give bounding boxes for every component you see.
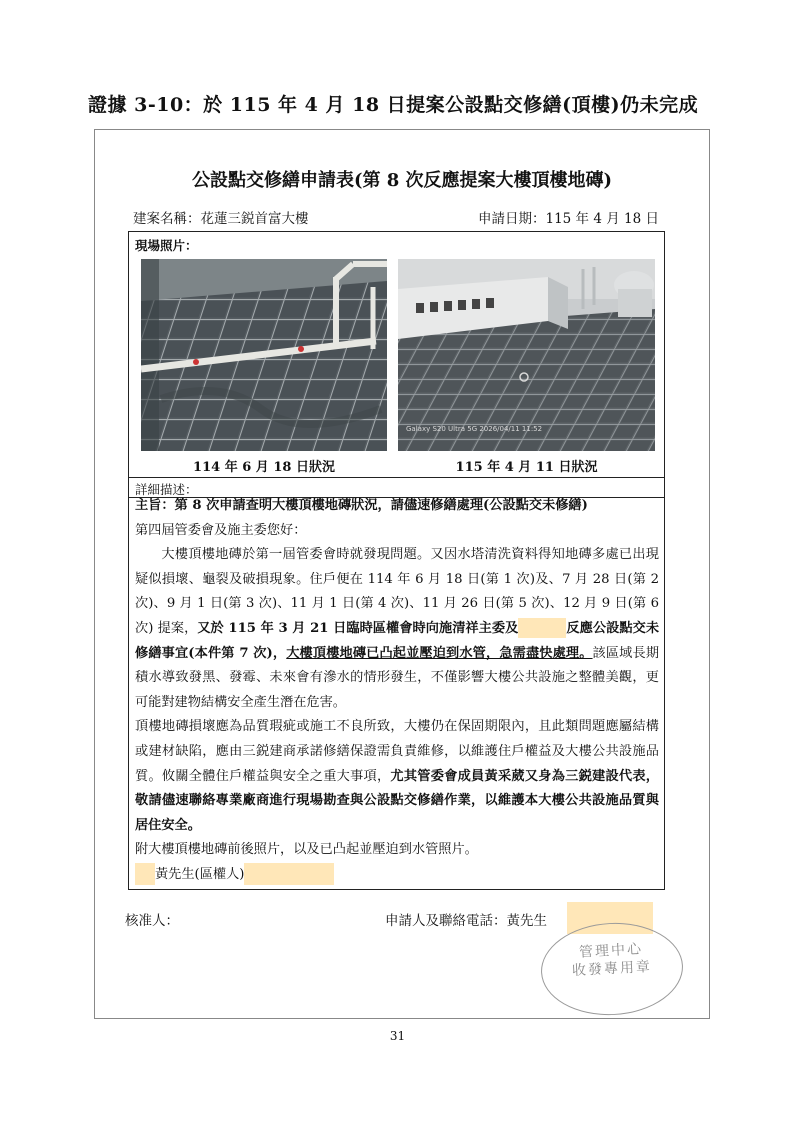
form-title: 公設點交修繕申請表(第 8 次反應提案大樓頂樓地磚) <box>191 170 613 191</box>
photo-watermark: Galaxy S20 Ultra 5G 2026/04/11 11:52 <box>406 425 543 433</box>
redacted-contact <box>244 863 334 885</box>
attachment-note: 附大樓頂樓地磚前後照片，以及已凸起並壓迫到水管照片。 <box>135 842 478 858</box>
para2-text: 頂樓地磚損壞應為品質瑕疵或施工不良所致，大樓仍在保固期限內，且此類問題應屬結構或建材缺陷，應由三鋭建商承諾修繕保證需負責維修，以維護住戶權益及大樓公共設施品質。攸關全體住戶權益與安全之重大事項， <box>135 719 659 784</box>
caption-after: 115 年 4 月 11 日狀況 <box>455 460 598 475</box>
signer: 黃先生(區權人) <box>155 866 245 882</box>
para2-bold: 尤其管委會成員黃采葳又身為三鋭建設代表，敬請儘速聯絡專業廠商進行現場勘查與公設點交修繕作業，以維護本大樓公共設施品質與居住安全。 <box>135 768 659 833</box>
photos-label: 現場照片： <box>135 238 198 253</box>
subject-line: 主旨：第 8 次申請查明大樓頂樓地磚狀況，請儘速修繕處理(公設點交未修繕) <box>135 498 588 513</box>
para1-bold: 又於 115 年 3 月 21 日臨時區權會時向施清祥主委及 <box>197 620 519 636</box>
description-body <box>135 494 659 888</box>
greeting: 第四屆管委會及施主委您好： <box>135 522 307 538</box>
paragraph-1 <box>135 543 659 715</box>
description-label: 詳細描述： <box>135 482 198 497</box>
redacted-name <box>518 618 566 638</box>
applicant-label: 申請人及聯絡電話：黃先生 <box>385 913 547 929</box>
photo-before <box>141 259 387 451</box>
management-stamp <box>539 919 686 1018</box>
project-name: 建案名稱：花蓮三鋭首富大樓 <box>133 211 309 227</box>
caption-before: 114 年 6 月 18 日狀況 <box>193 460 335 475</box>
signer-line <box>135 863 659 888</box>
form-frame <box>94 129 710 1019</box>
para1-underlined: 大樓頂樓地磚已凸起並壓迫到水管，急需盡快處理。 <box>286 645 593 661</box>
approver-label: 核准人： <box>125 913 179 929</box>
divider <box>129 477 664 478</box>
para1-text: 大樓頂樓地磚於第一屆管委會時就發現問題。又因水塔清洗資料得知地磚多處已出現疑似損壞、龜裂及破損現象。住戶便在 114 年 6 月 18 日(第 1 次)及、7 月 28 日(第 2 次)、9 月 1 日(第 3 次)、11 月 1 日(第 4 次)、11 月 26 日(第 5 次)、12 月 9 日(第 6 次) 提案， <box>135 547 659 636</box>
redacted-block <box>135 863 155 885</box>
stamp-line-1: 管理中心 <box>578 941 644 961</box>
stamp-line-2: 收發專用章 <box>571 958 653 980</box>
apply-date: 申請日期：115 年 4 月 18 日 <box>478 211 659 227</box>
paragraph-2 <box>135 715 659 838</box>
para1-tail: 該區域長期積水導致發黑、發霉、未來會有滲水的情形發生，不僅影響大樓公共設施之整體美觀，更可能對建物結構安全產生潛在危害。 <box>135 645 660 710</box>
evidence-heading: 證據 3-10：於 115 年 4 月 18 日提案公設點交修繕(頂樓)仍未完成 <box>88 94 699 116</box>
page-number: 31 <box>389 1029 406 1043</box>
photo-after <box>398 259 655 451</box>
application-table <box>128 231 665 890</box>
para1-bold-2: 反應公設點交未修繕事宜(本件第 7 次)， <box>135 620 660 661</box>
